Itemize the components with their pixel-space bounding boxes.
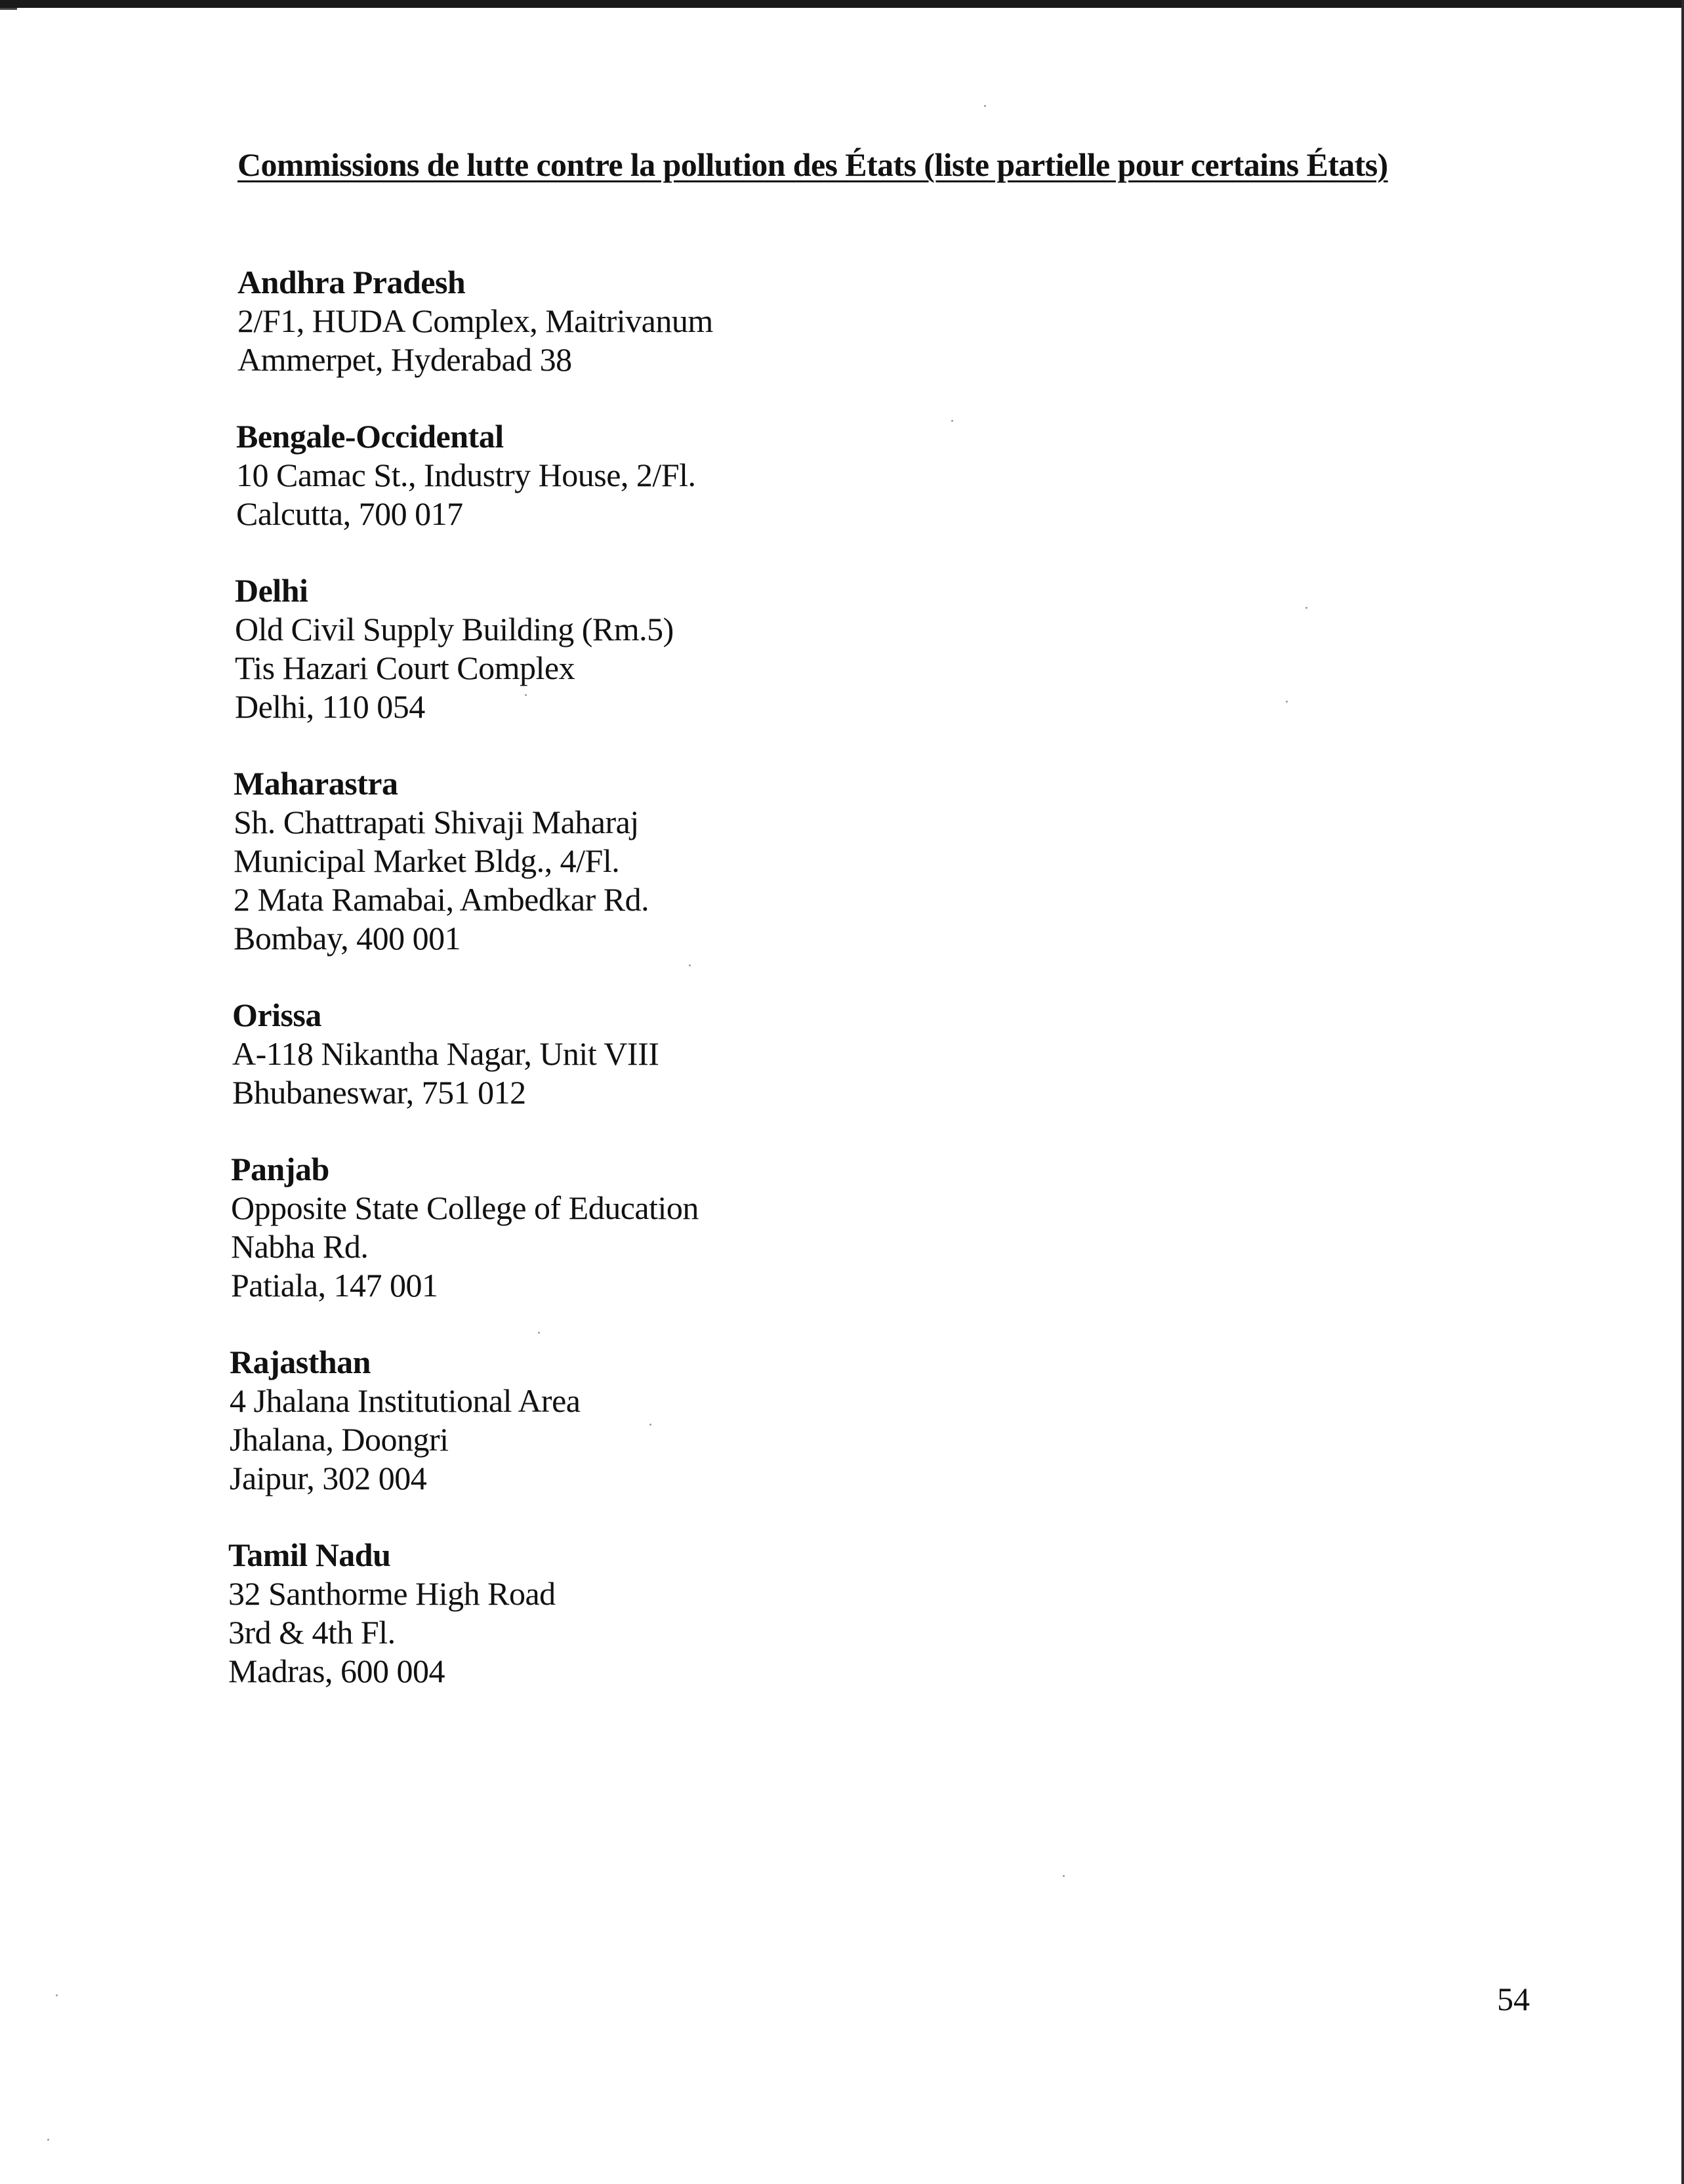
- address-list: [230, 262, 713, 1728]
- address-line: 3rd & 4th Fl.: [228, 1614, 396, 1651]
- address-line: Tis Hazari Court Complex: [235, 649, 575, 686]
- entry-name: Maharastra: [234, 765, 398, 802]
- address-line: Jhalana, Doongri: [230, 1421, 449, 1458]
- scan-speck: [1286, 701, 1288, 703]
- address-line: Bombay, 400 001: [234, 920, 461, 957]
- address-line: Patiala, 147 001: [231, 1267, 438, 1304]
- address-line: Ammerpet, Hyderabad 38: [237, 341, 572, 378]
- scan-right-border: [1681, 0, 1684, 2184]
- scan-speck: [1305, 607, 1307, 609]
- address-line: A-118 Nikantha Nagar, Unit VIII: [232, 1035, 659, 1072]
- address-entry-tamil-nadu: [228, 1535, 713, 1691]
- address-line: Calcutta, 700 017: [236, 495, 463, 532]
- address-line: 2/F1, HUDA Complex, Maitrivanum: [237, 302, 713, 339]
- address-line: 32 Santhorme High Road: [228, 1575, 556, 1612]
- scan-speck: [538, 1332, 540, 1334]
- scan-speck: [689, 964, 691, 966]
- address-entry-bengale-occidental: [236, 417, 713, 533]
- address-line: 10 Camac St., Industry House, 2/Fl.: [236, 457, 696, 493]
- entry-name: Bengale-Occidental: [236, 418, 504, 455]
- entry-name: Orissa: [232, 997, 321, 1033]
- scan-speck: [525, 694, 527, 696]
- address-entry-delhi: [235, 571, 713, 726]
- scan-speck: [951, 420, 953, 422]
- entry-name: Rajasthan: [230, 1344, 371, 1380]
- scan-top-border: [0, 0, 1684, 8]
- scan-speck: [56, 1994, 58, 1996]
- scan-speck: [47, 2139, 49, 2141]
- address-line: Madras, 600 004: [228, 1653, 445, 1689]
- address-line: Old Civil Supply Building (Rm.5): [235, 611, 674, 648]
- scan-corner-mark: [0, 8, 17, 10]
- entry-name: Tamil Nadu: [228, 1536, 391, 1573]
- address-entry-andhra-pradesh: [237, 262, 713, 379]
- scan-speck: [1063, 1875, 1065, 1877]
- address-line: Opposite State College of Education: [231, 1189, 699, 1226]
- address-entry-rajasthan: [230, 1342, 713, 1498]
- address-line: Municipal Market Bldg., 4/Fl.: [234, 842, 620, 879]
- page-number: 54: [1497, 1981, 1530, 2017]
- address-line: Bhubaneswar, 751 012: [232, 1074, 526, 1111]
- address-entry-maharastra: [234, 764, 713, 958]
- scan-speck: [984, 105, 986, 107]
- address-line: Delhi, 110 054: [235, 688, 425, 725]
- entry-name: Andhra Pradesh: [237, 264, 466, 300]
- address-line: 2 Mata Ramabai, Ambedkar Rd.: [234, 881, 649, 918]
- address-line: 4 Jhalana Institutional Area: [230, 1382, 581, 1419]
- scan-speck: [649, 1424, 651, 1426]
- address-line: Nabha Rd.: [231, 1228, 369, 1265]
- address-line: Jaipur, 302 004: [230, 1460, 427, 1496]
- entry-name: Panjab: [231, 1151, 329, 1187]
- page-title: Commissions de lutte contre la pollution des États (liste partielle pour certains États): [237, 146, 1388, 183]
- address-entry-orissa: [232, 995, 713, 1112]
- address-line: Sh. Chattrapati Shivaji Maharaj: [234, 804, 639, 840]
- entry-name: Delhi: [235, 572, 308, 609]
- address-entry-panjab: [231, 1149, 713, 1305]
